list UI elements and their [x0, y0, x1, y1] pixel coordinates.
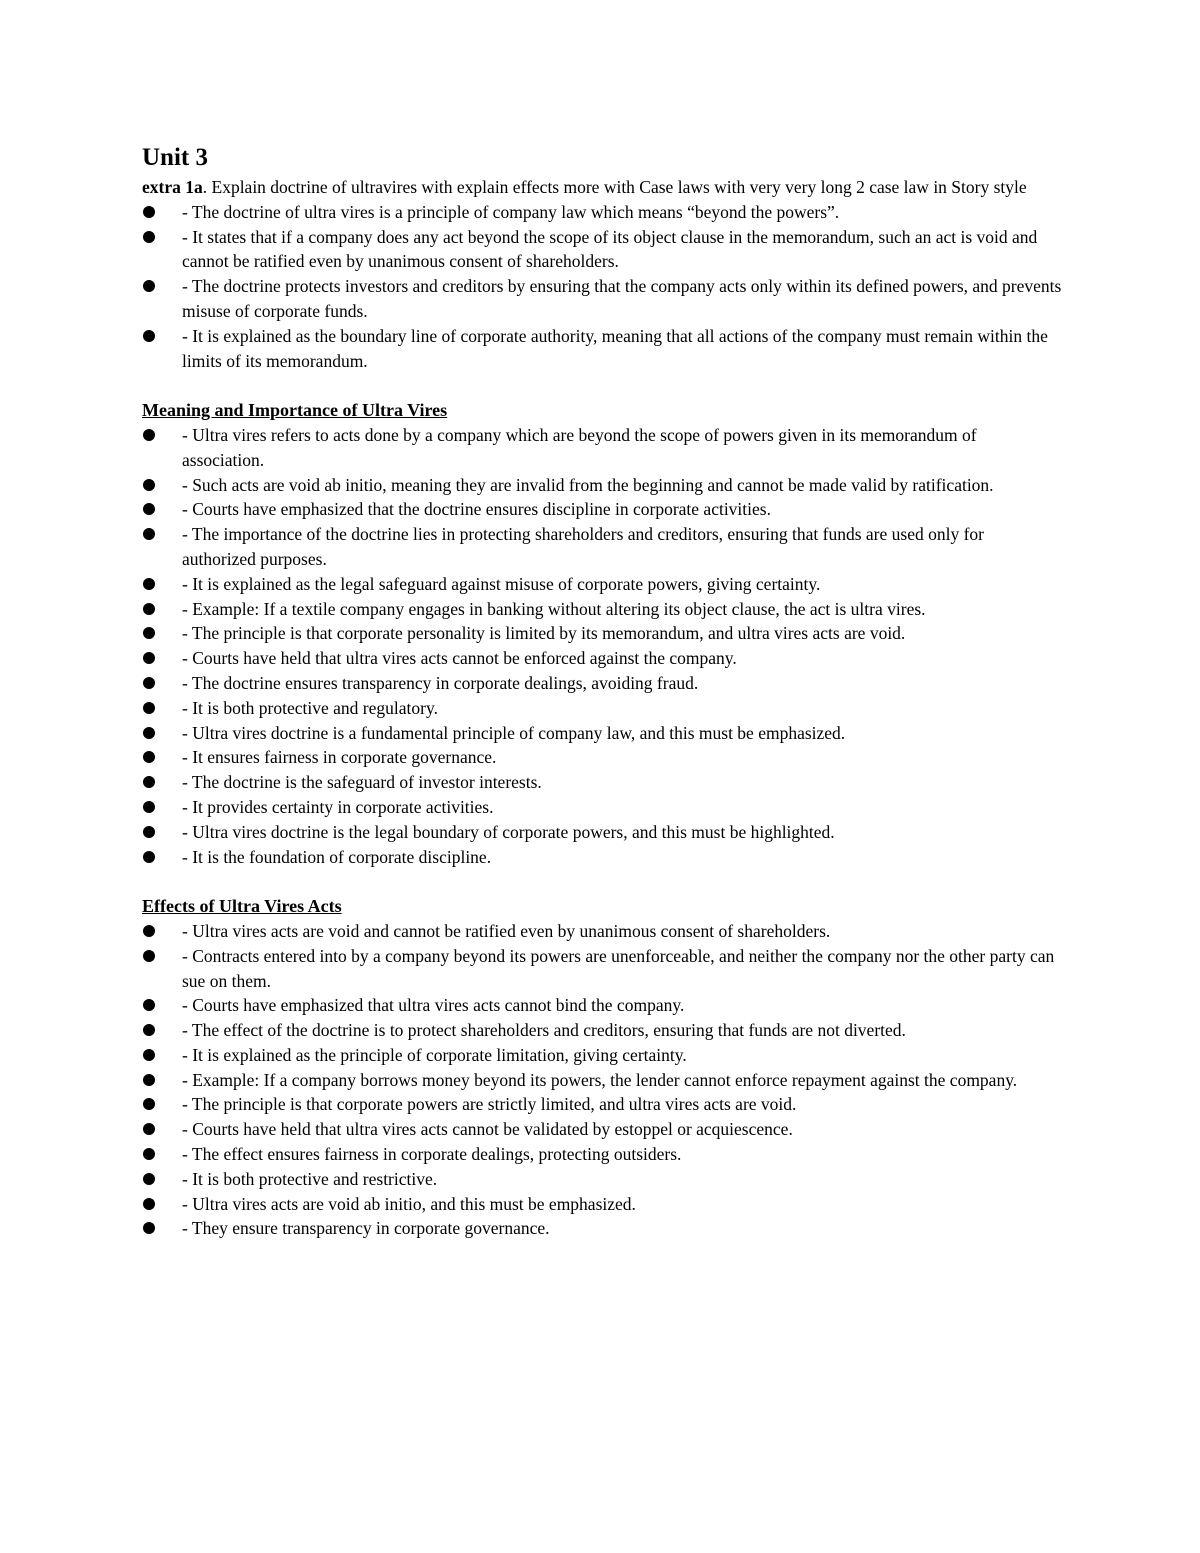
- bullet-text: - The effect of the doctrine is to protect shareholders and creditors, ensuring that funds are not diverted.: [182, 1020, 906, 1041]
- bullet-text: - Example: If a textile company engages in banking without altering its object clause, the act is ultra vires.: [182, 598, 926, 619]
- bullet-item: [142, 473, 1062, 498]
- bullet-item: [142, 225, 1062, 275]
- bullet-text: - It is explained as the legal safeguard against misuse of corporate powers, giving certainty.: [182, 573, 821, 594]
- meaning-list: [142, 423, 1062, 869]
- bullet-icon: [143, 1098, 155, 1110]
- bullet-text: - They ensure transparency in corporate governance.: [182, 1218, 550, 1239]
- bullet-text: - Ultra vires refers to acts done by a company which are beyond the scope of powers given in its memorandum of association.: [182, 424, 977, 470]
- bullet-text: - It ensures fairness in corporate governance.: [182, 747, 497, 768]
- bullet-icon: [143, 727, 155, 739]
- question: [142, 175, 1062, 200]
- bullet-item: [142, 1117, 1062, 1142]
- bullet-icon: [143, 1024, 155, 1036]
- bullet-icon: [143, 677, 155, 689]
- bullet-item: [142, 770, 1062, 795]
- bullet-icon: [143, 1123, 155, 1135]
- effects-list: [142, 919, 1062, 1241]
- bullet-item: [142, 721, 1062, 746]
- bullet-icon: [143, 206, 155, 218]
- bullet-item: [142, 1092, 1062, 1117]
- bullet-item: [142, 200, 1062, 225]
- bullet-text: - The principle is that corporate personality is limited by its memorandum, and ultra vires acts are void.: [182, 623, 906, 644]
- bullet-item: [142, 1167, 1062, 1192]
- bullet-icon: [143, 1222, 155, 1234]
- bullet-text: - It is explained as the boundary line of corporate authority, meaning that all actions of the company must remain within the limits of its memorandum.: [182, 325, 1048, 371]
- bullet-icon: [143, 330, 155, 342]
- section-heading-meaning: Meaning and Importance of Ultra Vires: [142, 400, 448, 421]
- bullet-text: - It is both protective and regulatory.: [182, 697, 438, 718]
- bullet-text: - It is the foundation of corporate discipline.: [182, 846, 492, 867]
- bullet-item: [142, 1192, 1062, 1217]
- bullet-text: - The principle is that corporate powers are strictly limited, and ultra vires acts are void.: [182, 1094, 797, 1115]
- bullet-item: [142, 522, 1062, 572]
- bullet-item: [142, 646, 1062, 671]
- bullet-icon: [143, 801, 155, 813]
- bullet-item: [142, 919, 1062, 944]
- bullet-icon: [143, 231, 155, 243]
- bullet-item: [142, 745, 1062, 770]
- bullet-text: - Courts have held that ultra vires acts cannot be enforced against the company.: [182, 648, 737, 669]
- bullet-item: [142, 274, 1062, 324]
- bullet-item: [142, 1043, 1062, 1068]
- bullet-text: - Courts have emphasized that ultra vires acts cannot bind the company.: [182, 995, 685, 1016]
- bullet-icon: [143, 950, 155, 962]
- bullet-text: - It is both protective and restrictive.: [182, 1168, 438, 1189]
- bullet-icon: [143, 1148, 155, 1160]
- bullet-item: [142, 993, 1062, 1018]
- bullet-text: - Example: If a company borrows money beyond its powers, the lender cannot enforce repayment against the company.: [182, 1069, 1018, 1090]
- bullet-icon: [143, 776, 155, 788]
- bullet-item: [142, 597, 1062, 622]
- bullet-item: [142, 671, 1062, 696]
- bullet-icon: [143, 652, 155, 664]
- bullet-icon: [143, 702, 155, 714]
- section-heading-effects: Effects of Ultra Vires Acts: [142, 896, 342, 917]
- bullet-text: - Courts have held that ultra vires acts cannot be validated by estoppel or acquiescence.: [182, 1119, 793, 1140]
- bullet-icon: [143, 1198, 155, 1210]
- bullet-text: - The importance of the doctrine lies in protecting shareholders and creditors, ensuring that funds are used only for authorized purposes.: [182, 524, 985, 569]
- bullet-item: [142, 1142, 1062, 1167]
- bullet-icon: [143, 826, 155, 838]
- bullet-icon: [143, 1049, 155, 1061]
- bullet-icon: [143, 280, 155, 292]
- bullet-text: - The effect ensures fairness in corporate dealings, protecting outsiders.: [182, 1144, 682, 1165]
- bullet-icon: [143, 925, 155, 937]
- bullet-text: - Contracts entered into by a company beyond its powers are unenforceable, and neither the company nor the other party can sue on them.: [182, 945, 1055, 991]
- bullet-text: - Ultra vires acts are void and cannot be ratified even by unanimous consent of shareholders.: [182, 920, 831, 941]
- bullet-text: - The doctrine is the safeguard of investor interests.: [182, 772, 542, 793]
- bullet-text: - It states that if a company does any act beyond the scope of its object clause in the memorandum, such an act is void and cannot be ratified even by unanimous consent of shareholders.: [182, 226, 1038, 272]
- bullet-item: [142, 423, 1062, 473]
- bullet-icon: [143, 603, 155, 615]
- bullet-icon: [143, 429, 155, 441]
- unit-title: Unit 3: [142, 144, 208, 171]
- bullet-icon: [143, 578, 155, 590]
- bullet-item: [142, 696, 1062, 721]
- bullet-icon: [143, 751, 155, 763]
- bullet-icon: [143, 528, 155, 540]
- bullet-icon: [143, 627, 155, 639]
- bullet-text: - Courts have emphasized that the doctrine ensures discipline in corporate activities.: [182, 499, 771, 520]
- question-text: . Explain doctrine of ultravires with explain effects more with Case laws with very very long 2 case law in Story style: [202, 177, 1027, 197]
- question-label: extra 1a: [142, 177, 203, 197]
- bullet-item: [142, 572, 1062, 597]
- bullet-item: [142, 621, 1062, 646]
- bullet-text: - The doctrine protects investors and creditors by ensuring that the company acts only within its defined powers, and prevents misuse of corporate funds.: [182, 276, 1062, 321]
- bullet-item: [142, 820, 1062, 845]
- bullet-item: [142, 1068, 1062, 1093]
- bullet-text: - Such acts are void ab initio, meaning they are invalid from the beginning and cannot be made valid by ratification.: [182, 474, 994, 495]
- bullet-item: [142, 795, 1062, 820]
- bullet-icon: [143, 1074, 155, 1086]
- bullet-text: - The doctrine of ultra vires is a principle of company law which means “beyond the powers”.: [182, 201, 840, 222]
- bullet-item: [142, 1216, 1062, 1241]
- bullet-item: [142, 1018, 1062, 1043]
- bullet-item: [142, 324, 1062, 374]
- bullet-icon: [143, 851, 155, 863]
- bullet-text: - Ultra vires doctrine is the legal boundary of corporate powers, and this must be highlighted.: [182, 821, 835, 842]
- bullet-icon: [143, 1173, 155, 1185]
- bullet-icon: [143, 999, 155, 1011]
- bullet-text: - Ultra vires doctrine is a fundamental principle of company law, and this must be emphasized.: [182, 722, 846, 743]
- bullet-item: [142, 497, 1062, 522]
- bullet-text: - It is explained as the principle of corporate limitation, giving certainty.: [182, 1044, 687, 1065]
- bullet-icon: [143, 479, 155, 491]
- bullet-item: [142, 944, 1062, 994]
- bullet-text: - Ultra vires acts are void ab initio, and this must be emphasized.: [182, 1193, 636, 1214]
- bullet-text: - It provides certainty in corporate activities.: [182, 796, 494, 817]
- bullet-icon: [143, 503, 155, 515]
- bullet-item: [142, 845, 1062, 870]
- document-page: [142, 143, 1062, 1241]
- intro-list: [142, 200, 1062, 374]
- bullet-text: - The doctrine ensures transparency in corporate dealings, avoiding fraud.: [182, 672, 699, 693]
